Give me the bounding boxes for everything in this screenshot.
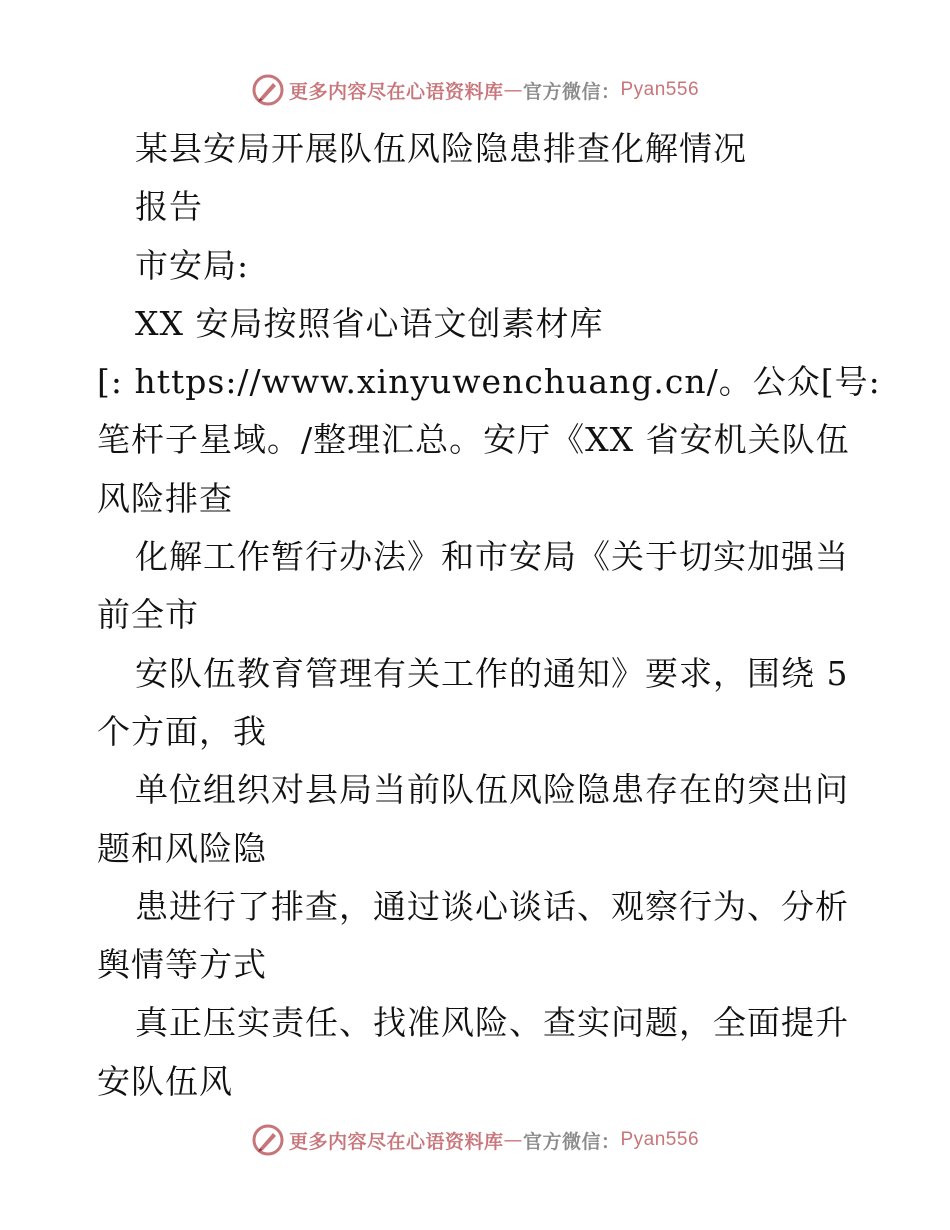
text-line: 风险排查 [97, 478, 233, 518]
text-line: 笔杆子星域。/整理汇总。安厅《XX 省安机关队伍 [97, 420, 850, 460]
banner-wechat-label: 官方微信： [522, 80, 621, 103]
text-line: 安队伍教育管理有关工作的通知》要求，围绕 5 [135, 653, 849, 693]
text-line: 前全市 [97, 595, 199, 635]
text-line: 某县安局开展队伍风险隐患排查化解情况 [135, 129, 747, 168]
pen-circle-logo-icon [251, 1123, 285, 1157]
document-body [97, 120, 881, 1111]
banner-dash: — [503, 1129, 523, 1151]
banner-wechat-id: Pyan556 [620, 1129, 700, 1150]
text-line: 舆情等方式 [97, 945, 267, 985]
text-line: [: https://www.xinyuwenchuang.cn/。公众[号: [97, 362, 881, 402]
banner-wechat-label: 官方微信： [522, 1130, 621, 1153]
header-watermark-banner [0, 70, 950, 110]
text-line: 安队伍风 [97, 1061, 233, 1101]
pen-circle-logo-icon [251, 73, 285, 107]
text-line: 单位组织对县局当前队伍风险隐患存在的突出问 [135, 770, 849, 810]
banner-main-text: 更多内容尽在心语资料库 [288, 80, 504, 103]
text-line: 报告 [135, 187, 203, 227]
banner-wechat-id: Pyan556 [620, 79, 700, 100]
text-line: 患进行了排查，通过谈心谈话、观察行为、分析 [135, 886, 849, 926]
banner-dash: — [503, 79, 523, 101]
footer-watermark-banner [0, 1120, 950, 1160]
text-line: 真正压实责任、找准风险、查实问题，全面提升 [135, 1003, 849, 1043]
text-line: 题和风险隐 [97, 828, 267, 868]
text-line: 化解工作暂行办法》和市安局《关于切实加强当 [135, 537, 849, 577]
text-line: 市安局: [135, 245, 250, 285]
text-line: 个方面，我 [97, 711, 267, 751]
banner-main-text: 更多内容尽在心语资料库 [288, 1130, 504, 1153]
text-line: XX 安局按照省心语文创素材库 [135, 303, 604, 343]
